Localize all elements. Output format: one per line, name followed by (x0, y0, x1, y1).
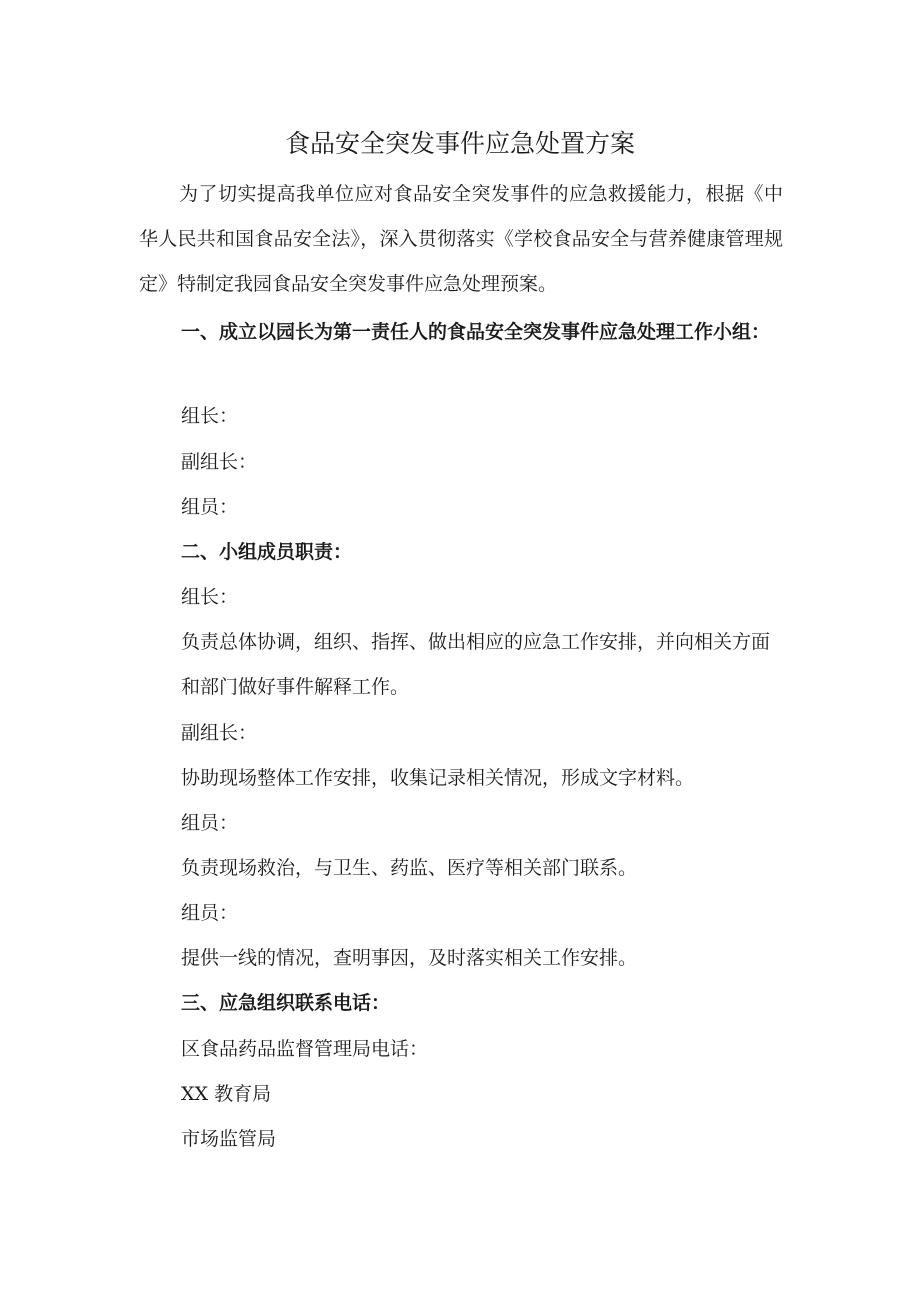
section1-deputy-label: 副组长： (181, 451, 258, 473)
section1-leader-label: 组长： (181, 405, 239, 427)
section2-member2-duty: 提供一线的情况，查明事因，及时落实相关工作安排。 (181, 947, 638, 969)
section1-members-label: 组员： (181, 496, 239, 518)
section2-member2-label: 组员： (181, 902, 239, 924)
contact-education-bureau: XX 教育局 (181, 1083, 272, 1105)
section2-member1-label: 组员： (181, 812, 239, 834)
section2-leader-duty: 负责总体协调，组织、指挥、做出相应的应急工作安排，并向相关方面和部门做好事件解释工作。 (181, 631, 771, 698)
section2-deputy-duty: 协助现场整体工作安排，收集记录相关情况，形成文字材料。 (181, 767, 695, 789)
section1-heading: 一、成立以园长为第一责任人的食品安全突发事件应急处理工作小组： (181, 321, 771, 343)
contact-food-drug-bureau: 区食品药品监督管理局电话： (181, 1038, 429, 1060)
section3-heading: 三、应急组织联系电话： (181, 992, 391, 1014)
section2-leader-label: 组长： (181, 586, 239, 608)
section2-member1-duty: 负责现场救治，与卫生、药监、医疗等相关部门联系。 (181, 857, 638, 879)
intro-paragraph: 为了切实提高我单位应对食品安全突发事件的应急救援能力，根据《中华人民共和国食品安全法》，深入贯彻落实《学校食品安全与营养健康管理规定》特制定我园食品安全突发事件应急处理预案。 (139, 183, 783, 295)
contact-market-supervision: 市场监管局 (181, 1128, 277, 1150)
section2-deputy-label: 副组长： (181, 722, 258, 744)
document-title: 食品安全突发事件应急处置方案 (284, 129, 635, 158)
section2-heading: 二、小组成员职责： (181, 541, 353, 563)
